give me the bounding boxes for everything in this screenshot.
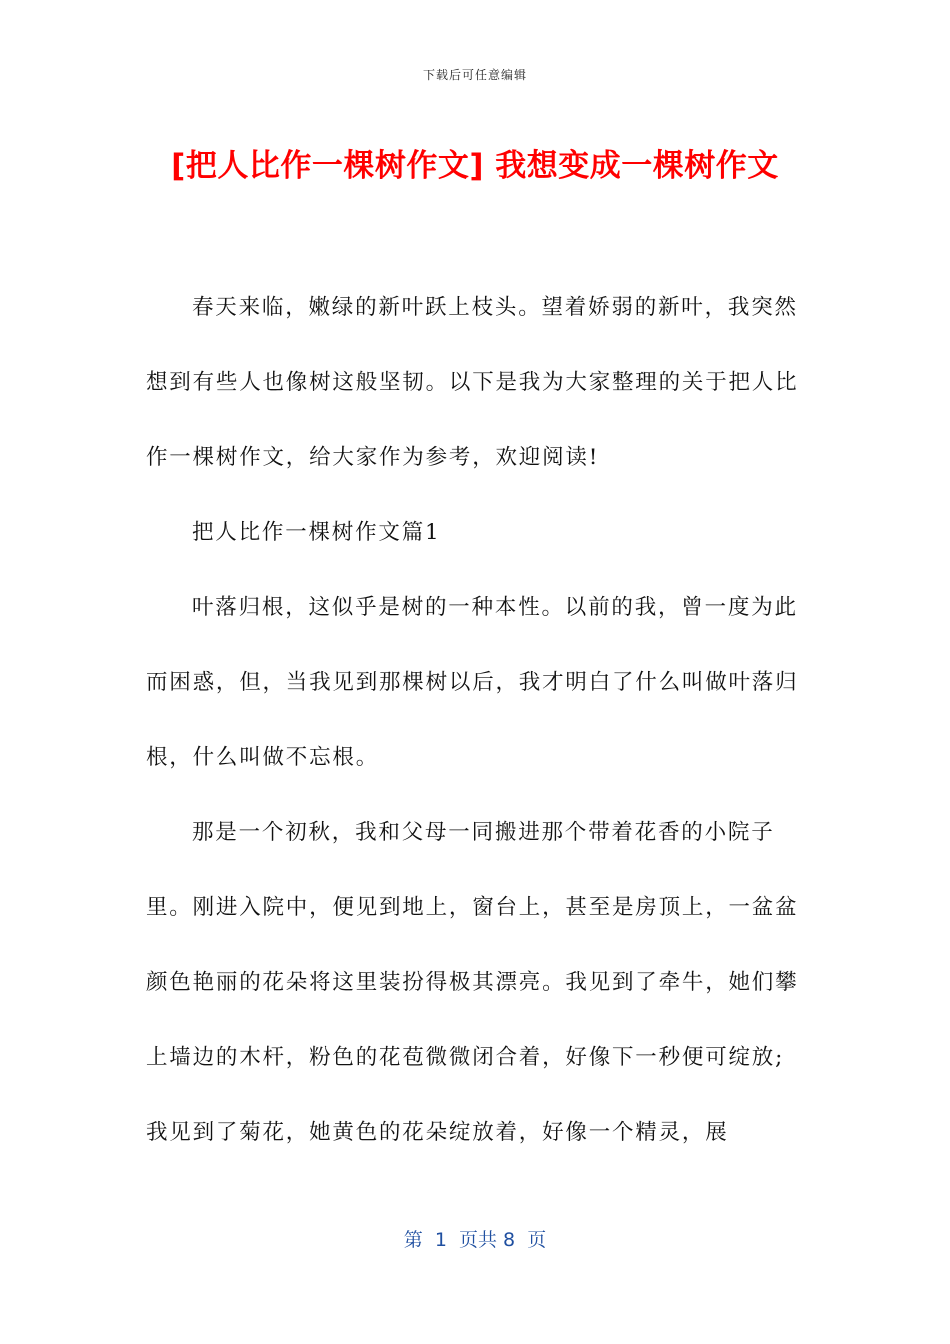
section-heading: 把人比作一棵树作文篇1 bbox=[192, 520, 441, 545]
paragraph: 那是一个初秋，我和父母一同搬进那个带着花香的小院子里。刚进入院中，便见到地上，窗台上，甚至是房顶上，一盆盆颜色艳丽的花朵将这里装扮得极其漂亮。我见到了牵牛，她们攀上墙边的木杆，粉色的花苞微微闭合着，好像下一秒便可绽放;我见到了菊花，她黄色的花朵绽放着，好像一个精灵，展 bbox=[146, 820, 799, 1145]
document-title: [把人比作一棵树作文] 我想变成一棵树作文 bbox=[171, 148, 779, 184]
header-note: 下载后可任意编辑 bbox=[422, 68, 527, 82]
document-body bbox=[146, 270, 806, 1170]
paragraph-intro: 春天来临，嫩绿的新叶跃上枝头。望着娇弱的新叶，我突然想到有些人也像树这般坚韧。以下是我为大家整理的关于把人比作一棵树作文，给大家作为参考，欢迎阅读! bbox=[146, 295, 799, 470]
paragraph: 叶落归根，这似乎是树的一种本性。以前的我，曾一度为此而困惑，但，当我见到那棵树以后，我才明白了什么叫做叶落归根，什么叫做不忘根。 bbox=[146, 595, 799, 770]
page-number-footer: 第 1 页共 8 页 bbox=[403, 1229, 547, 1251]
